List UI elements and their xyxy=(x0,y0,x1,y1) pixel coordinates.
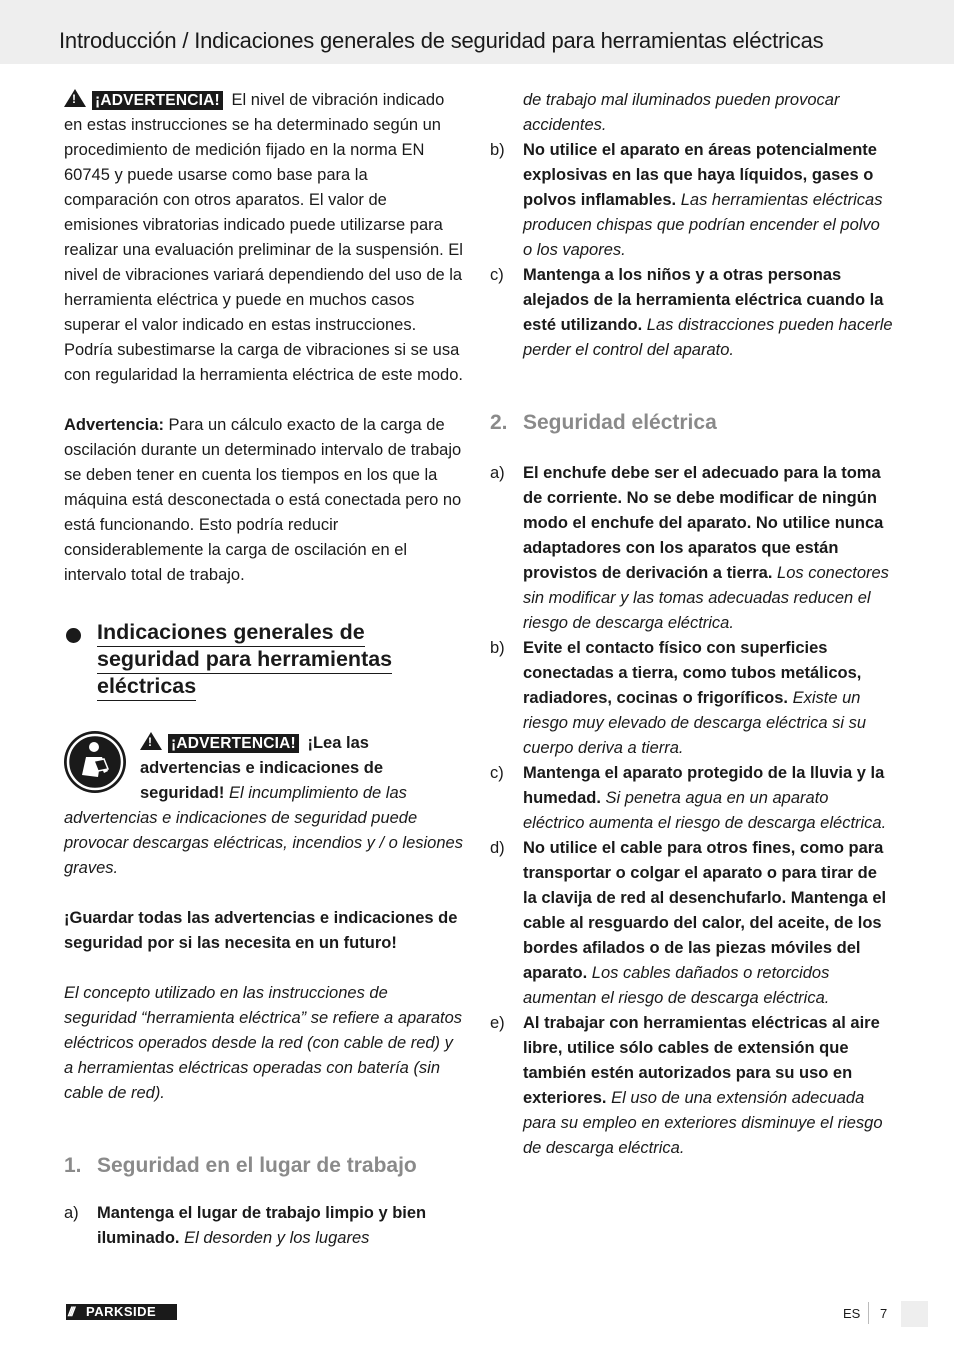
language-code: ES xyxy=(843,1306,861,1321)
list-item xyxy=(490,461,893,636)
item-label: e) xyxy=(490,1014,505,1032)
list-item xyxy=(490,263,893,363)
save-instructions: ¡Guardar todas las advertencias e indicaciones de seguridad por si las necesita en un futuro! xyxy=(64,909,458,952)
list-item xyxy=(490,761,893,836)
list-item xyxy=(64,1201,464,1251)
item-bold: Al trabajar con herramientas eléctricas al aire libre, utilice sólo cables de extensión que también estén autorizados para su uso en exteriores. xyxy=(523,1014,880,1107)
section-2-title: Seguridad eléctrica xyxy=(523,411,717,434)
concept-note: El concepto utilizado en las instrucciones de seguridad “herramienta eléctrica” se refiere a aparatos eléctricos operados desde la red (con cable de red) y a herramientas eléctricas operadas con batería (sin cable de red). xyxy=(64,984,463,1102)
right-column xyxy=(490,88,893,1161)
warning-triangle-icon xyxy=(64,89,86,107)
page-title: Introducción / Indicaciones generales de seguridad para herramientas eléctricas xyxy=(59,28,824,53)
item-italic: El uso de una extensión adecuada para su empleo en exteriores disminuye el riesgo de descarga eléctrica. xyxy=(523,1089,883,1157)
item-label: b) xyxy=(490,639,505,657)
read-instructions-paragraph xyxy=(64,731,464,881)
item-label: a) xyxy=(64,1204,79,1222)
list-item xyxy=(490,836,893,1011)
list-item xyxy=(490,138,893,263)
vibration-paragraph xyxy=(64,88,464,388)
section-1-heading xyxy=(64,1153,464,1179)
section-1-number: 1. xyxy=(64,1154,82,1177)
footer-tab xyxy=(901,1301,928,1327)
item-bold: Evite el contacto físico con superficies conectadas a tierra, como tubos metálicos, radiadores, cocinas o frigoríficos. xyxy=(523,639,862,707)
item-label: a) xyxy=(490,464,505,482)
warning-triangle-icon xyxy=(140,732,162,750)
vibration-text: El nivel de vibración indicado en estas instrucciones se ha determinado según un procedimiento de medición fijado en la norma EN 60745 y puede usarse como base para la comparación con otros aparatos. El valor de emisiones vibratorias indicado puede utilizarse para realizar una evaluación preliminar de la suspensión. El nivel de vibraciones variará dependiendo del uso de la herramienta eléctrica y puede en muchos casos superar el valor indicado en estas instrucciones. Podría subestimarse la carga de vibraciones si se usa con regularidad la herramienta eléctrica de este modo. xyxy=(64,91,463,384)
bullet-icon xyxy=(66,628,81,643)
item-italic: Las distracciones pueden hacerle perder el control del aparato. xyxy=(523,316,893,359)
read-instructions-bold: ¡Lea las advertencias e indicaciones de seguridad! xyxy=(140,734,384,802)
read-manual-icon xyxy=(64,731,126,793)
list-item xyxy=(490,1011,893,1161)
item-italic: Los cables dañados o retorcidos aumentan el riesgo de descarga eléctrica. xyxy=(523,964,830,1007)
advertencia-label: Advertencia: xyxy=(64,416,164,434)
item-bold: El enchufe debe ser el adecuado para la toma de corriente. No se debe modificar de ningún modo el enchufe del aparato. No utilice nunca adaptadores con los aparatos que están provistos de derivación a tierra. xyxy=(523,464,884,582)
item-bold: No utilice el aparato en áreas potencialmente explosivas en las que haya líquidos, gases o polvos inflamables. xyxy=(523,141,877,209)
page-header xyxy=(0,0,954,64)
logo-slashes-icon: /// xyxy=(68,1304,73,1319)
item-bold: Mantenga a los niños y a otras personas alejados de la herramienta eléctrica cuando la esté utilizando. xyxy=(523,266,884,334)
item-bold: No utilice el cable para otros fines, como para transportar o colgar el aparato o para tirar de la clavija de red al desenchufarlo. Mantenga el cable al resguardo del calor, del aceite, de los bordes afilados o de las piezas móviles del aparato. xyxy=(523,839,887,982)
list-item xyxy=(490,636,893,761)
section-2-number: 2. xyxy=(490,411,508,434)
page-number: 7 xyxy=(880,1306,888,1321)
item-bold: Mantenga el lugar de trabajo limpio y bien iluminado. xyxy=(97,1204,427,1247)
advertencia-paragraph xyxy=(64,413,464,588)
general-safety-heading-block xyxy=(64,620,464,701)
general-safety-heading: Indicaciones generales de seguridad para herramientas eléctricas xyxy=(97,620,392,701)
warning-badge: ¡ADVERTENCIA! xyxy=(92,91,223,110)
left-column xyxy=(64,88,464,1251)
advertencia-text: Para un cálculo exacto de la carga de oscilación durante un determinado intervalo de trabajo se deben tener en cuenta los tiempos en los que la máquina está desconectada o está conectada pero no está funcionando. Esto podría reducir considerablemente la carga de oscilación en el intervalo total de trabajo. xyxy=(64,416,462,584)
brand-name: PARKSIDE xyxy=(86,1304,157,1319)
item-label: d) xyxy=(490,839,505,857)
parkside-logo xyxy=(66,1304,177,1320)
item-italic: Si penetra agua en un aparato eléctrico aumenta el riesgo de descarga eléctrica. xyxy=(523,789,887,832)
item-italic: Los conectores sin modificar y las tomas adecuadas reducen el riesgo de descarga eléctrica. xyxy=(523,564,889,632)
continued-text: de trabajo mal iluminados pueden provocar accidentes. xyxy=(523,91,840,134)
item-label: c) xyxy=(490,266,504,284)
warning-badge: ¡ADVERTENCIA! xyxy=(168,734,299,753)
item-label: b) xyxy=(490,141,505,159)
item-label: c) xyxy=(490,764,504,782)
section-1-title: Seguridad en el lugar de trabajo xyxy=(97,1154,417,1177)
footer-divider xyxy=(868,1302,869,1324)
read-instructions-italic: El incumplimiento de las advertencias e indicaciones de seguridad puede provocar descargas eléctricas, incendios y / o lesiones graves. xyxy=(64,784,463,877)
item-bold: Mantenga el aparato protegido de la lluvia y la humedad. xyxy=(523,764,885,807)
item-italic: Existe un riesgo muy elevado de descarga eléctrica si su cuerpo deriva a tierra. xyxy=(523,689,867,757)
item-italic: Las herramientas eléctricas producen chispas que podrían encender el polvo o los vapores. xyxy=(523,191,883,259)
item-italic: El desorden y los lugares xyxy=(184,1229,370,1247)
section-2-heading xyxy=(490,410,893,436)
